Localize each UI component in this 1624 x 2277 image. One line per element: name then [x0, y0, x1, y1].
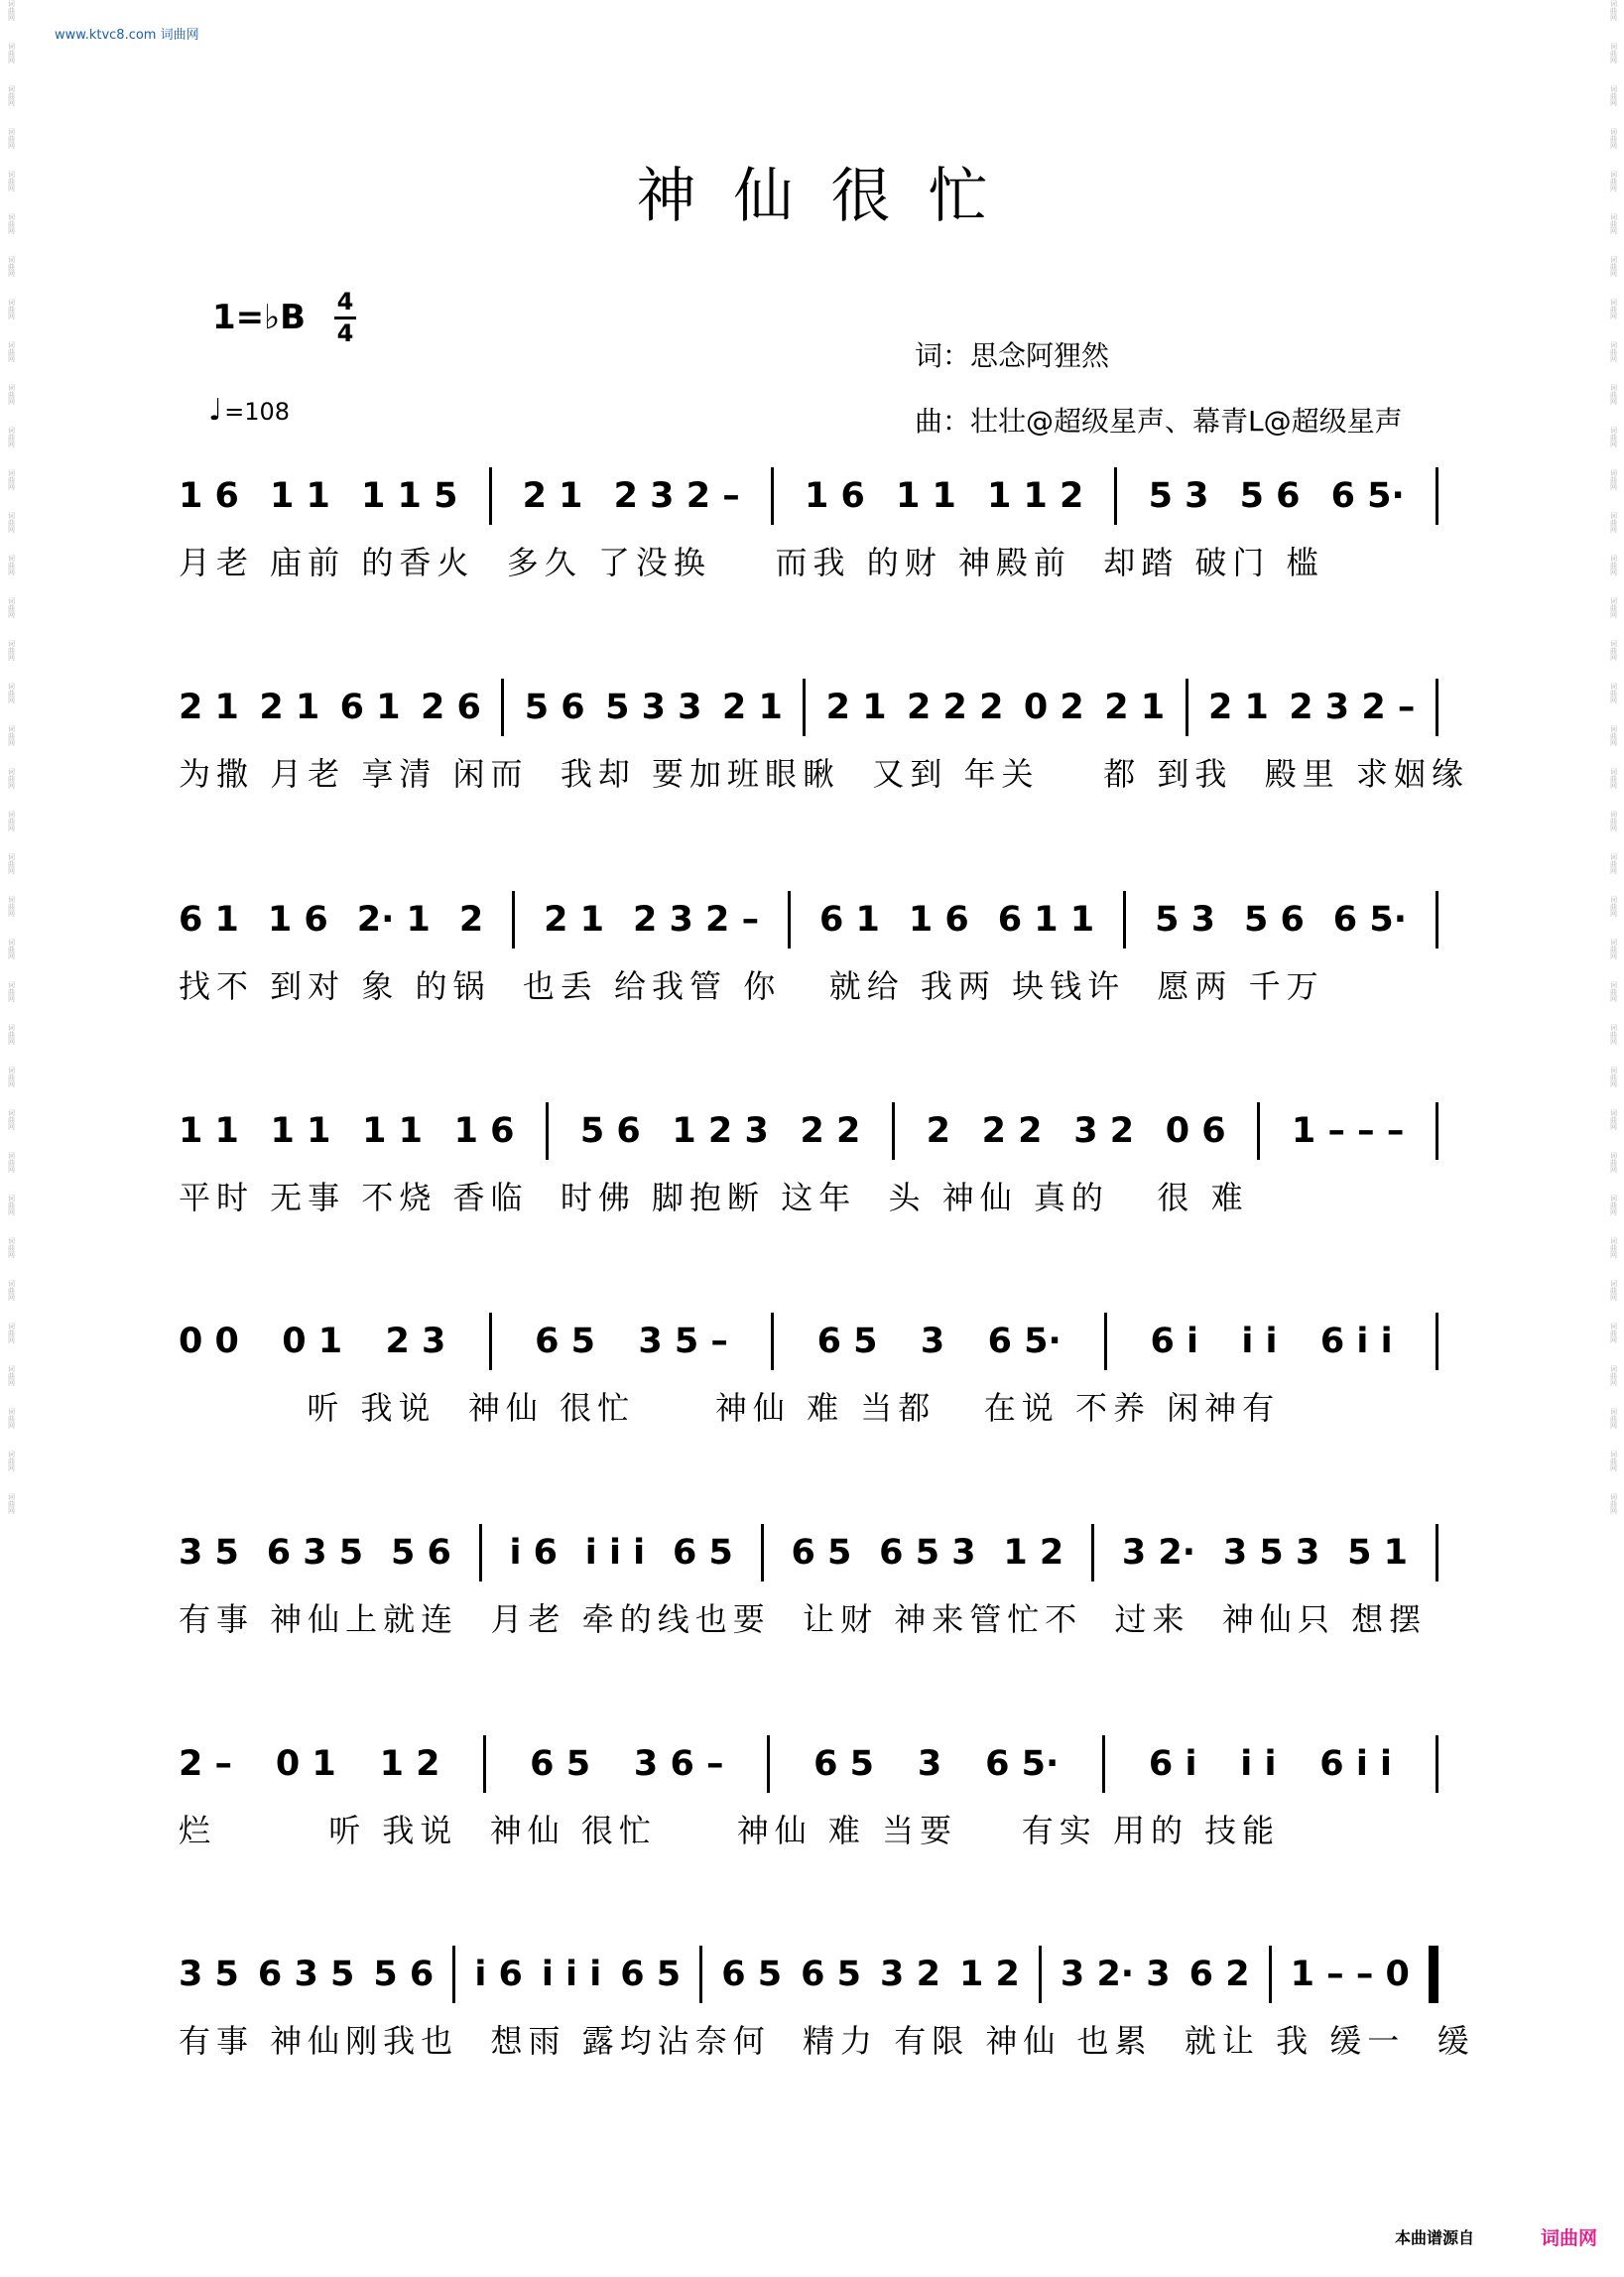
music-system: [179, 1312, 1438, 1431]
note-group: 2: [926, 1111, 950, 1151]
barline: [512, 891, 515, 949]
note-group: 0 1: [282, 1322, 343, 1361]
notation-line: [179, 890, 1438, 949]
lyrics-line: 有事 神仙上就连 月老 牵的线也要 让财 神来管忙不 过来 神仙只 想摆: [179, 1600, 1428, 1638]
notation-line: [179, 678, 1438, 737]
watermark-text: 词曲网: [1609, 256, 1618, 277]
notation-line: [179, 1312, 1438, 1371]
note-group: 2 3 2 –: [632, 900, 760, 940]
watermark-text: 词曲网: [1609, 1280, 1618, 1301]
watermark-text: 词曲网: [1609, 1195, 1618, 1215]
watermark-text: 词曲网: [7, 981, 16, 1002]
watermark-text: 词曲网: [7, 853, 16, 874]
note-group: i i i: [541, 1955, 602, 1994]
lyrics-line: 为撒 月老 享清 闲而 我却 要加班眼瞅 又到 年关 都 到我 殿里 求姻缘: [179, 755, 1469, 793]
time-signature-bottom: 4: [336, 319, 354, 347]
watermark-text: 词曲网: [1609, 299, 1618, 319]
watermark-text: 词曲网: [1609, 1237, 1618, 1258]
note-group: 6 5: [620, 1955, 682, 1994]
note-group: 6 5 3: [879, 1533, 976, 1573]
watermark-text: 词曲网: [1609, 469, 1618, 490]
watermark-text: 词曲网: [1609, 128, 1618, 149]
note-group: 2 2: [800, 1111, 861, 1151]
barline: [1436, 467, 1438, 525]
watermark-text: 词曲网: [1609, 1152, 1618, 1173]
watermark-text: 词曲网: [1609, 768, 1618, 789]
watermark-text: 词曲网: [7, 85, 16, 106]
barline: [1269, 1946, 1272, 2003]
notation-line: [179, 1523, 1438, 1582]
note-group: 6 5: [535, 1322, 595, 1361]
time-signature: [334, 289, 356, 347]
watermark-text: 词曲网: [7, 1109, 16, 1130]
lyrics-line: 平时 无事 不烧 香临 时佛 脚抱断 这年 头 神仙 真的 很 难: [179, 1179, 1249, 1216]
note-group: 1 6: [267, 900, 328, 940]
right-watermark-strip: [1604, 0, 1622, 2277]
barline: [803, 679, 806, 736]
note-group: 2 1: [1104, 688, 1166, 727]
note-group: 1 1: [179, 1111, 239, 1151]
note-group: 6 5·: [987, 1322, 1062, 1361]
source-logo[interactable]: 词曲网: [1541, 2227, 1598, 2249]
watermark-text: 词曲网: [1609, 1024, 1618, 1045]
barline: [1436, 1313, 1438, 1370]
barline: [546, 1102, 549, 1160]
note-group: 0 0: [179, 1322, 239, 1361]
watermark-text: 词曲网: [7, 299, 16, 319]
quarter-note-icon: ♩: [208, 393, 223, 428]
barline: [489, 467, 492, 525]
barline: [1091, 1524, 1094, 1581]
note-group: i 6: [474, 1955, 523, 1994]
note-group: 6 5: [721, 1955, 783, 1994]
watermark-text: 词曲网: [7, 811, 16, 831]
note-group: 6 5: [816, 1322, 878, 1361]
note-group: 6 1: [339, 688, 401, 727]
note-group: 1 1 2: [986, 476, 1084, 516]
notation-line: [179, 1945, 1438, 2004]
note-group: 1 6: [908, 900, 969, 940]
note-group: 1 1: [270, 476, 330, 516]
watermark-text: 词曲网: [1609, 1493, 1618, 1514]
watermark-text: 词曲网: [7, 1152, 16, 1173]
watermark-text: 词曲网: [7, 171, 16, 191]
lyrics-line: 月老 庙前 的香火 多久 了没换 而我 的财 神殿前 却踏 破门 槛: [179, 544, 1324, 581]
note-group: 3 6 –: [633, 1744, 724, 1784]
note-group: 0 2: [1023, 688, 1084, 727]
note-group: 2 6: [420, 688, 481, 727]
watermark-text: 词曲网: [1609, 896, 1618, 917]
composer-credit: 曲：壮壮@超级星声、幕青L@超级星声: [915, 405, 1403, 438]
watermark-text: 词曲网: [7, 1451, 16, 1471]
note-group: 6 i: [1150, 1322, 1198, 1361]
note-group: 6 3 5: [266, 1533, 364, 1573]
note-group: 6 1 1: [997, 900, 1095, 940]
time-signature-top: 4: [336, 288, 354, 316]
note-group: 5 6: [1239, 476, 1301, 516]
note-group: 2· 1: [356, 900, 431, 940]
note-group: 2 2 2: [907, 688, 1004, 727]
watermark-text: 词曲网: [7, 597, 16, 618]
barline: [699, 1946, 702, 2003]
music-system: [179, 1734, 1438, 1853]
barline: [788, 891, 791, 949]
tempo-marking: [208, 393, 290, 428]
notation-line: [179, 1101, 1438, 1161]
note-group: 6 5: [791, 1533, 852, 1573]
music-system: [179, 1945, 1475, 2064]
note-group: 5 6: [579, 1111, 641, 1151]
left-watermark-strip: [2, 0, 20, 2277]
note-group: 3 5 3: [1222, 1533, 1320, 1573]
watermark-text: 词曲网: [1609, 597, 1618, 618]
watermark-text: 词曲网: [1609, 683, 1618, 703]
barline: [1257, 1102, 1260, 1160]
barline: [501, 679, 504, 736]
barline: [771, 1313, 774, 1370]
barline: [892, 1102, 895, 1160]
note-group: 6 5: [530, 1744, 591, 1784]
watermark-text: 词曲网: [1609, 555, 1618, 575]
notation-line: [179, 466, 1438, 526]
note-group: 2 2: [981, 1111, 1043, 1151]
barline: [1436, 1524, 1438, 1581]
note-group: i i: [1241, 1322, 1278, 1361]
watermark-text: 词曲网: [7, 469, 16, 490]
key-signature: 1=♭B: [212, 298, 307, 337]
note-group: 2 1: [179, 688, 239, 727]
note-group: 6 5·: [1330, 476, 1405, 516]
lyrics-line: 找不 到对 象 的锅 也丢 给我管 你 就给 我两 块钱许 愿两 千万: [179, 967, 1324, 1005]
watermark-text: 词曲网: [1609, 981, 1618, 1002]
barline: [767, 1735, 770, 1793]
watermark-text: 词曲网: [1609, 1323, 1618, 1343]
note-group: 2 1: [825, 688, 887, 727]
note-group: 3: [920, 1322, 945, 1361]
note-group: 5 6: [1243, 900, 1305, 940]
watermark-text: 词曲网: [1609, 1365, 1618, 1386]
note-group: 3 5: [179, 1955, 239, 1994]
watermark-text: 词曲网: [7, 640, 16, 661]
barline: [1436, 1102, 1438, 1160]
watermark-text: 词曲网: [7, 1365, 16, 1386]
song-title: 神仙很忙: [636, 162, 1026, 231]
barline: [479, 1524, 482, 1581]
barline: [1102, 1735, 1105, 1793]
note-group: 6 5: [801, 1955, 862, 1994]
note-group: 1 1: [362, 1111, 423, 1151]
barline: [1104, 1313, 1107, 1370]
note-group: 6 5·: [1332, 900, 1407, 940]
note-group: 5 3: [1155, 900, 1215, 940]
note-group: 1 – – –: [1291, 1111, 1405, 1151]
note-group: 1 2: [379, 1744, 440, 1784]
watermark-text: 词曲网: [1609, 811, 1618, 831]
watermark-text: 词曲网: [1609, 384, 1618, 405]
barline: [1436, 679, 1438, 736]
note-group: 2: [458, 900, 484, 940]
note-group: 5 3 3: [605, 688, 702, 727]
watermark-text: 词曲网: [1609, 213, 1618, 234]
music-system: [179, 466, 1438, 585]
barline: [1114, 467, 1117, 525]
watermark-text: 词曲网: [1609, 853, 1618, 874]
note-group: 5 6: [390, 1533, 451, 1573]
note-group: 5 6: [373, 1955, 435, 1994]
barline: [761, 1524, 764, 1581]
note-group: 1 6: [804, 476, 865, 516]
watermark-text: 词曲网: [7, 939, 16, 959]
notation-line: [179, 1734, 1438, 1794]
watermark-text: 词曲网: [7, 512, 16, 533]
watermark-text: 词曲网: [7, 768, 16, 789]
note-group: i i i: [584, 1533, 646, 1573]
watermark-text: 词曲网: [1609, 512, 1618, 533]
watermark-text: 词曲网: [7, 0, 16, 21]
note-group: 6 i i: [1319, 1744, 1393, 1784]
watermark-text: 词曲网: [1609, 85, 1618, 106]
barline: [1186, 679, 1188, 736]
note-group: 2 3: [385, 1322, 446, 1361]
watermark-text: 词曲网: [7, 256, 16, 277]
note-group: 6 5: [672, 1533, 733, 1573]
note-group: i i: [1240, 1744, 1277, 1784]
note-group: 5 6: [524, 688, 585, 727]
barline: [1123, 891, 1126, 949]
music-system: [179, 1523, 1438, 1642]
barline: [1039, 1946, 1042, 2003]
lyrics-line: 烂 听 我说 神仙 很忙 神仙 难 当要 有实 用的 技能: [179, 1812, 1281, 1849]
watermark-text: 词曲网: [1609, 0, 1618, 21]
watermark-text: 词曲网: [7, 1024, 16, 1045]
source-text: 本曲谱源自: [1395, 2228, 1475, 2247]
note-group: 3: [917, 1744, 942, 1784]
watermark-text: 词曲网: [7, 1323, 16, 1343]
note-group: 5 1: [1347, 1533, 1409, 1573]
note-group: 2 1: [721, 688, 783, 727]
watermark-text: 词曲网: [7, 555, 16, 575]
note-group: i 6: [509, 1533, 558, 1573]
site-url[interactable]: www.ktvc8.com 词曲网: [55, 28, 199, 43]
note-group: 1 2: [1003, 1533, 1064, 1573]
note-group: 2 –: [179, 1744, 233, 1784]
watermark-text: 词曲网: [7, 725, 16, 746]
note-group: 1 1: [270, 1111, 331, 1151]
barline: [771, 467, 774, 525]
watermark-text: 词曲网: [1609, 427, 1618, 447]
watermark-text: 词曲网: [7, 427, 16, 447]
watermark-text: 词曲网: [1609, 1109, 1618, 1130]
note-group: 6 1: [819, 900, 880, 940]
watermark-text: 词曲网: [1609, 1067, 1618, 1087]
watermark-text: 词曲网: [7, 1237, 16, 1258]
watermark-text: 词曲网: [7, 213, 16, 234]
note-group: 3 2: [880, 1955, 940, 1994]
note-group: 2 1: [259, 688, 320, 727]
note-group: 1 6: [453, 1111, 515, 1151]
note-group: 5 3: [1148, 476, 1209, 516]
watermark-text: 词曲网: [7, 896, 16, 917]
final-barline: [1429, 1946, 1438, 2003]
barline: [1436, 891, 1438, 949]
music-system: [179, 890, 1438, 1009]
note-group: 6 3 5: [257, 1955, 355, 1994]
watermark-text: 词曲网: [1609, 341, 1618, 362]
note-group: 6 i: [1148, 1744, 1197, 1784]
watermark-text: 词曲网: [1609, 725, 1618, 746]
note-group: 3 5 –: [638, 1322, 728, 1361]
note-group: 1 6: [179, 476, 239, 516]
note-group: 3 5: [179, 1533, 239, 1573]
watermark-text: 词曲网: [7, 683, 16, 703]
watermark-text: 词曲网: [7, 1280, 16, 1301]
note-group: 6 5: [813, 1744, 875, 1784]
note-group: 1 2: [958, 1955, 1020, 1994]
music-system: [179, 1101, 1438, 1220]
note-group: 2 1: [522, 476, 583, 516]
note-group: 6 5·: [985, 1744, 1060, 1784]
note-group: 3 2· 3: [1060, 1955, 1171, 1994]
barline: [452, 1946, 455, 2003]
note-group: 6 i i: [1319, 1322, 1393, 1361]
watermark-text: 词曲网: [7, 1195, 16, 1215]
barline: [1436, 1735, 1438, 1793]
barline: [483, 1735, 486, 1793]
watermark-text: 词曲网: [1609, 1451, 1618, 1471]
music-system: [179, 678, 1469, 797]
watermark-text: 词曲网: [7, 128, 16, 149]
watermark-text: 词曲网: [1609, 1408, 1618, 1429]
note-group: 3 2·: [1121, 1533, 1196, 1573]
note-group: 6 1: [179, 900, 239, 940]
watermark-text: 词曲网: [7, 1067, 16, 1087]
note-group: 0 6: [1165, 1111, 1226, 1151]
watermark-text: 词曲网: [7, 1493, 16, 1514]
note-group: 2 1: [1207, 688, 1269, 727]
note-group: 1 – – 0: [1290, 1955, 1410, 1994]
watermark-text: 词曲网: [7, 1408, 16, 1429]
lyrics-line: 有事 神仙刚我也 想雨 露均沾奈何 精力 有限 神仙 也累 就让 我 缓一 缓: [179, 2022, 1475, 2060]
note-group: 2 3 2 –: [1289, 688, 1416, 727]
barline: [489, 1313, 492, 1370]
note-group: 0 1: [275, 1744, 336, 1784]
watermark-text: 词曲网: [1609, 640, 1618, 661]
watermark-text: 词曲网: [7, 384, 16, 405]
note-group: 2 1: [544, 900, 605, 940]
note-group: 2 3 2 –: [613, 476, 740, 516]
tempo-value: =108: [224, 398, 291, 426]
watermark-text: 词曲网: [1609, 43, 1618, 63]
watermark-text: 词曲网: [7, 43, 16, 63]
watermark-text: 词曲网: [1609, 939, 1618, 959]
note-group: 6 2: [1188, 1955, 1250, 1994]
note-group: 1 1 5: [361, 476, 458, 516]
note-group: 1 1: [895, 476, 956, 516]
lyrics-line: 听 我说 神仙 很忙 神仙 难 当都 在说 不养 闲神有: [179, 1389, 1281, 1427]
note-group: 3 2: [1073, 1111, 1135, 1151]
watermark-text: 词曲网: [7, 341, 16, 362]
watermark-text: 词曲网: [1609, 171, 1618, 191]
lyricist-credit: 词：思念阿狸然: [915, 339, 1110, 372]
note-group: 1 2 3: [672, 1111, 769, 1151]
